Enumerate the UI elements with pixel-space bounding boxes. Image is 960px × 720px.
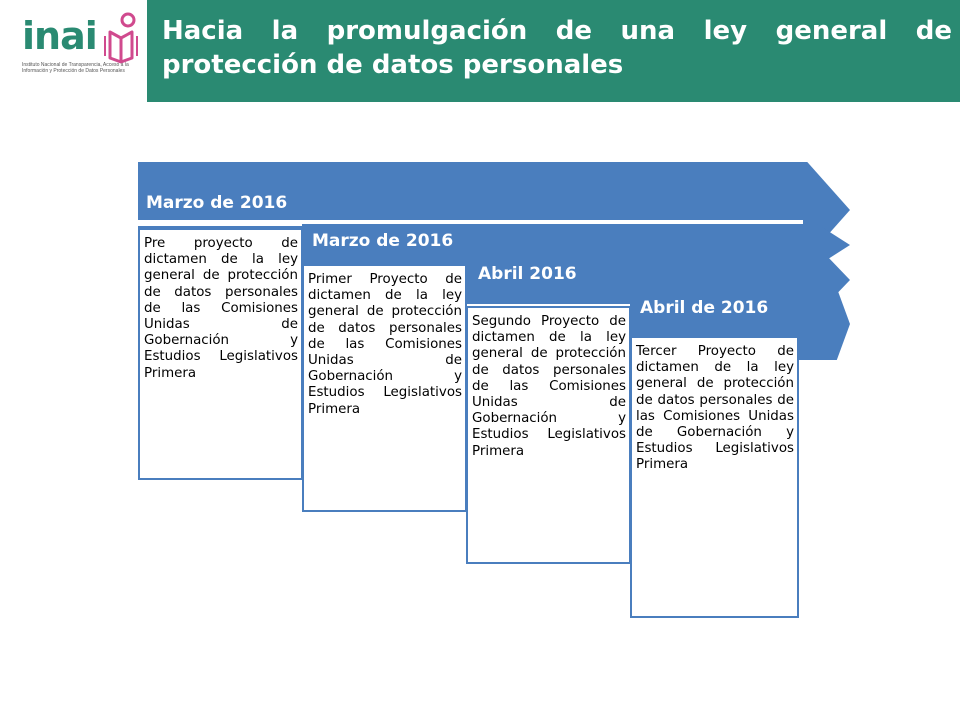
timeline-card-2 <box>302 264 467 512</box>
logo-text: inai <box>22 14 97 58</box>
timeline-card-4 <box>630 336 799 618</box>
timeline-date-1: Marzo de 2016 <box>146 193 288 213</box>
title-bar <box>147 0 960 102</box>
timeline-card-3 <box>466 306 631 564</box>
timeline-card-4-text: Tercer Proyecto de dictamen de la ley general de protección de datos personales de las Comisiones Unidas de Gobernación y Estudios Legislativos Primera <box>636 344 794 473</box>
page-title: Hacia la promulgación de una ley general de protección de datos personales <box>162 16 952 80</box>
timeline-card-1-text: Pre proyecto de dictamen de la ley general de protección de datos personales de las Comisiones Unidas de Gobernación y Estudios Legislativos Primera <box>144 236 298 381</box>
timeline-date-3: Abril 2016 <box>478 264 577 284</box>
timeline-date-2: Marzo de 2016 <box>312 231 454 251</box>
timeline-card-2-text: Primer Proyecto de dictamen de la ley general de protección de datos personales de las Comisiones Unidas de Gobernación y Estudios Legislativos Primera <box>308 272 462 417</box>
timeline-card-3-text: Segundo Proyecto de dictamen de la ley general de protección de datos personales de las Comisiones Unidas de Gobernación y Estudios Legislativos Primera <box>472 314 626 459</box>
timeline-card-1 <box>138 228 303 480</box>
inai-logo <box>0 0 147 102</box>
timeline-date-4: Abril de 2016 <box>640 298 769 318</box>
logo-caption: Instituto Nacional de Transparencia, Acceso a la Información y Protección de Datos Personales <box>22 62 129 74</box>
person-book-icon <box>100 12 142 64</box>
